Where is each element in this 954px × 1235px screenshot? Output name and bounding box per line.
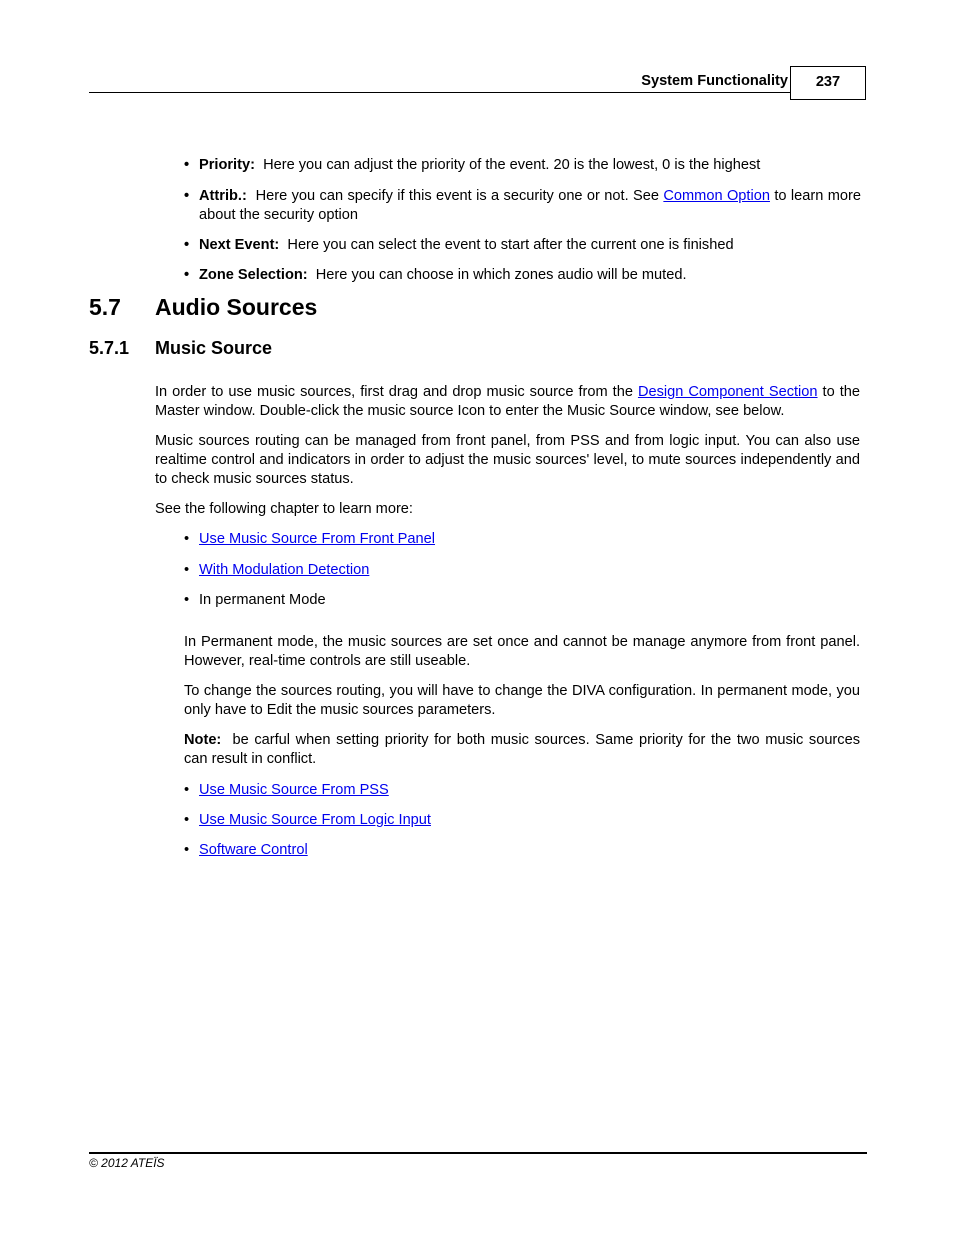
permanent-paragraph-2: To change the sources routing, you will have to change the DIVA configuration. In permanent mode, you only have to Edit the music sources parameters. [184,683,860,718]
permanent-mode-label: In permanent Mode [199,592,326,608]
link-modulation-detection[interactable]: With Modulation Detection [199,562,370,578]
section-title: Audio Sources [155,294,318,320]
link-design-component-section[interactable]: Design Component Section [637,384,818,400]
intro-paragraph [155,383,860,421]
routing-paragraph: Music sources routing can be managed from front panel, from PSS and from logic input. You can also use realtime control and indicators in order to adjust the music sources' level, to mute sources independently and to check music sources status. [155,433,860,487]
link-front-panel[interactable]: Use Music Source From Front Panel [199,531,436,547]
term-label: Zone Selection: [199,267,308,283]
subsection-number: 5.7.1 [89,338,130,358]
term-label: Attrib.: [199,188,247,204]
link-common-option[interactable]: Common Option [663,188,770,204]
term-label: Priority: [199,157,255,173]
intro-text: In order to use music sources, first drag and drop music source from the [155,384,633,400]
permanent-paragraph-1: In Permanent mode, the music sources are set once and cannot be manage anymore from front panel. However, real-time controls are still useable. [184,634,860,669]
link-logic-input[interactable]: Use Music Source From Logic Input [199,812,431,828]
list-item [199,530,861,549]
list-item [199,591,861,610]
term-text: Here you can adjust the priority of the event. 20 is the lowest, 0 is the highest [263,157,761,173]
header-rule [89,92,791,93]
footer-rule [89,1152,867,1154]
list-item-attrib [199,187,861,224]
subsection-heading [89,338,272,359]
section-number: 5.7 [89,294,121,320]
term-text: Here you can select the event to start after the current one is finished [287,237,734,253]
note-paragraph [184,731,860,769]
header-section-title: System Functionality [641,73,788,89]
footer-copyright: © 2012 ATEÏS [89,1156,165,1170]
note-text: be carful when setting priority for both music sources. Same priority for the two music sources can result in conflict. [184,732,861,767]
subsection-title: Music Source [155,338,273,358]
see-following-paragraph: See the following chapter to learn more: [155,501,413,517]
link-software-control[interactable]: Software Control [199,842,308,858]
note-label: Note: [184,732,222,748]
term-label: Next Event: [199,237,280,253]
term-text: Here you can choose in which zones audio will be muted. [315,267,687,283]
term-text: to learn more about the security option [199,188,861,223]
list-item-next-event [199,236,861,255]
link-pss[interactable]: Use Music Source From PSS [199,782,389,798]
list-item [199,811,861,830]
list-item-zone-selection [199,266,861,285]
intro-text: to the Master window. Double-click the music source Icon to enter the Music Source window, see below. [155,384,861,419]
list-item [199,561,861,580]
list-item [199,841,861,860]
section-heading [89,294,317,321]
list-item-priority [199,156,861,175]
term-text: Here you can specify if this event is a security one or not. See [255,188,659,204]
list-item [199,781,861,800]
page-number: 237 [790,66,866,100]
